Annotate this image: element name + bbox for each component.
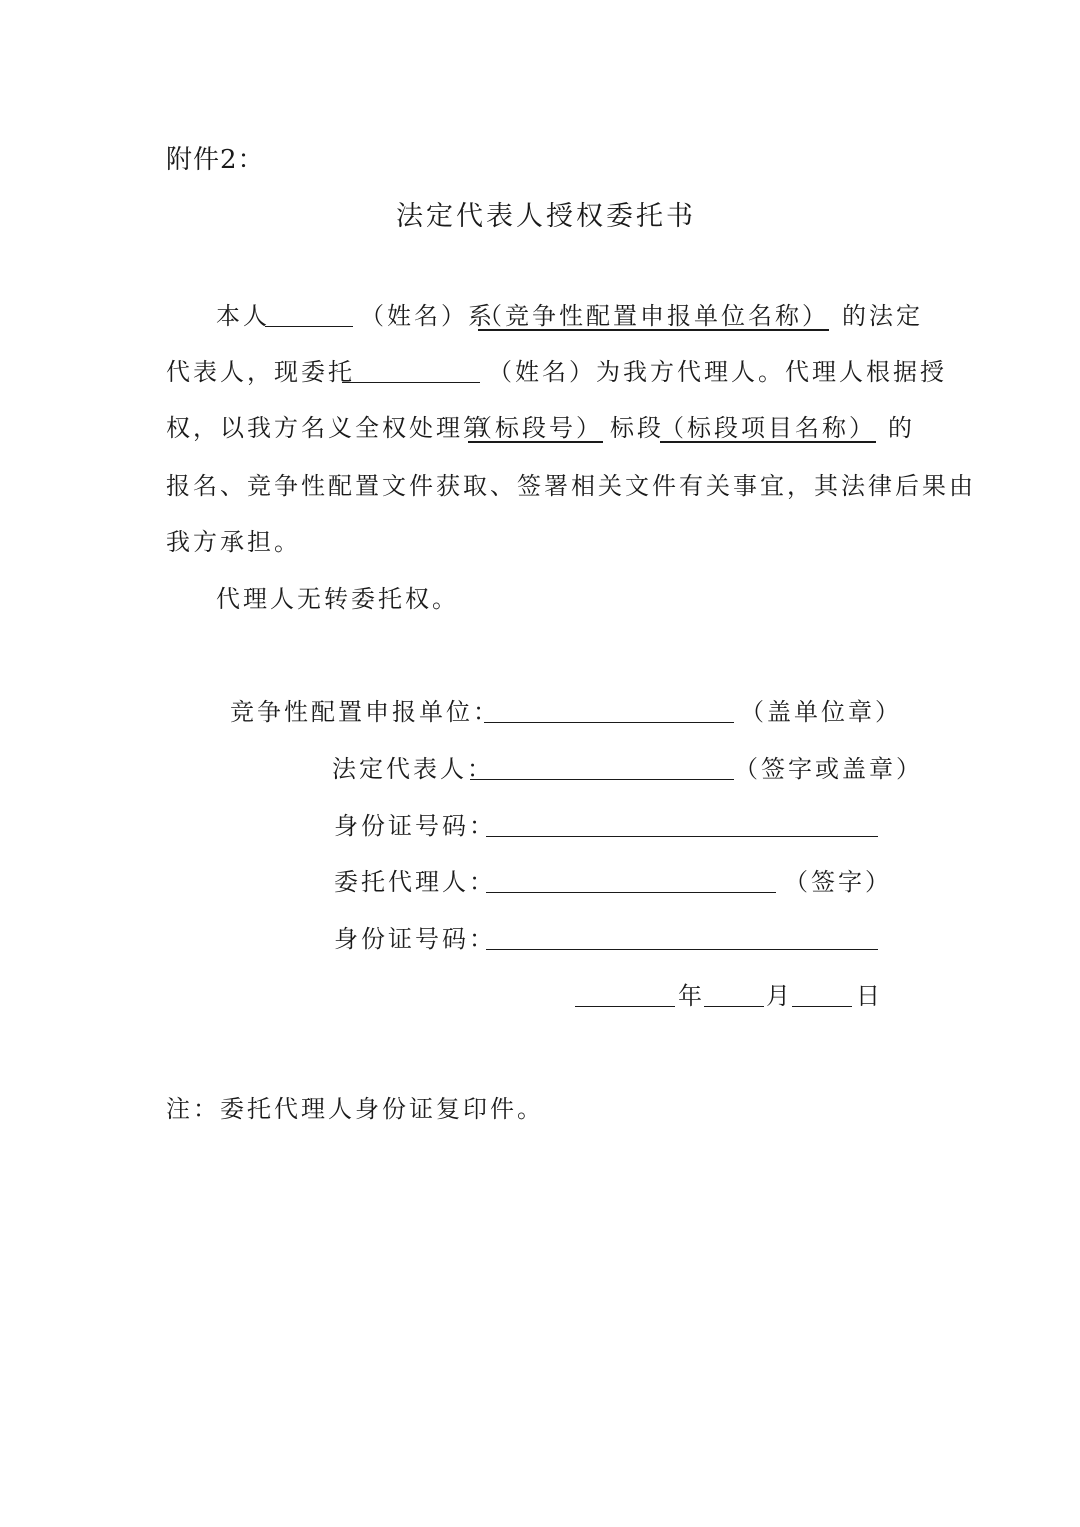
body-line1-c: 的法定 — [842, 302, 923, 330]
project-name-placeholder[interactable]: （标段项目名称） — [660, 414, 876, 442]
agent-sign-note: （签字） — [784, 868, 892, 896]
day-blank[interactable] — [792, 1006, 852, 1007]
unit-seal-note: （盖单位章） — [740, 698, 902, 726]
unit-signature-blank[interactable] — [484, 722, 734, 723]
body-line3-a: 权，以我方名义全权处理第 — [166, 414, 490, 442]
principal-name-blank[interactable] — [265, 326, 353, 327]
month-label: 月 — [766, 982, 793, 1010]
id-number-label-1: 身份证号码： — [334, 812, 496, 840]
body-line3-b: 标段 — [610, 414, 664, 442]
id-number-label-2: 身份证号码： — [334, 925, 496, 953]
month-blank[interactable] — [704, 1006, 764, 1007]
legal-rep-id-blank[interactable] — [486, 836, 878, 837]
body-line4: 报名、竞争性配置文件获取、签署相关文件有关事宜，其法律后果由 — [166, 472, 976, 500]
body-line2-b: （姓名）为我方代理人。代理人根据授 — [488, 358, 947, 386]
footnote: 注：委托代理人身份证复印件。 — [166, 1095, 544, 1123]
legal-rep-signature-blank[interactable] — [470, 779, 734, 780]
document-title: 法定代表人授权委托书 — [396, 201, 696, 232]
agent-label: 委托代理人： — [334, 868, 496, 896]
agent-signature-blank[interactable] — [486, 892, 776, 893]
body-line1-b: （姓名）系 — [360, 302, 495, 330]
agent-name-blank[interactable] — [342, 382, 480, 383]
body-line3-c: 的 — [888, 414, 915, 442]
day-label: 日 — [856, 982, 883, 1010]
attachment-heading: 附件2： — [166, 145, 265, 175]
year-label: 年 — [678, 982, 705, 1010]
legal-rep-sign-note: （签字或盖章） — [734, 755, 923, 783]
body-line1-a: 本人 — [216, 302, 270, 330]
unit-label: 竞争性配置申报单位： — [230, 698, 500, 726]
section-number-placeholder[interactable]: （标段号） — [468, 414, 603, 442]
year-blank[interactable] — [575, 1006, 675, 1007]
body-line2-a: 代表人，现委托 — [166, 358, 355, 386]
body-line5: 我方承担。 — [166, 528, 301, 556]
legal-rep-label: 法定代表人： — [332, 755, 494, 783]
no-transfer-clause: 代理人无转委托权。 — [216, 585, 459, 613]
agent-id-blank[interactable] — [486, 949, 878, 950]
unit-name-placeholder[interactable]: （竞争性配置申报单位名称） — [478, 302, 829, 330]
